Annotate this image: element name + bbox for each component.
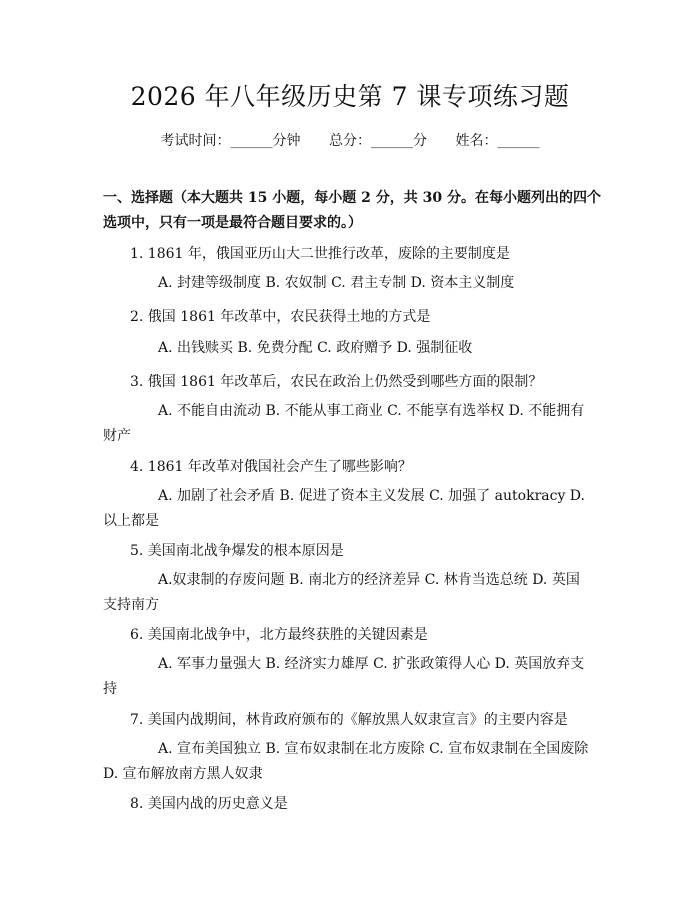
question-7-options: A. 宣布美国独立 B. 宣布奴隶制在北方废除 C. 宣布奴隶制在全国废除 D. 宣布解放南方黑人奴隶 (103, 741, 589, 782)
question-5-stem: 5. 美国南北战争爆发的根本原因是 (130, 543, 344, 559)
section-heading: 一、选择题（本大题共 15 小题，每小题 2 分，共 30 分。在每小题列出的四个选项中，只有一项是最符合题目要求的。） (103, 190, 601, 231)
question-7-stem: 7. 美国内战期间，林肯政府颁布的《解放黑人奴隶宣言》的主要内容是 (130, 712, 568, 728)
question-6-options: A. 军事力量强大 B. 经济实力雄厚 C. 扩张政策得人心 D. 英国放弃支持 (103, 656, 585, 697)
question-4-stem: 4. 1861 年改革对俄国社会产生了哪些影响？ (130, 459, 412, 475)
question-1-options: A. 封建等级制度 B. 农奴制 C. 君主专制 D. 资本主义制度 (158, 275, 515, 291)
page-title: 2026 年八年级历史第 7 课专项练习题 (130, 82, 570, 111)
question-8-stem: 8. 美国内战的历史意义是 (130, 796, 288, 812)
exam-meta (0, 130, 700, 152)
exam-time-field: 考试时间：______分钟 (160, 133, 301, 149)
question-2-stem: 2. 俄国 1861 年改革中，农民获得土地的方式是 (130, 309, 431, 325)
question-3-stem: 3. 俄国 1861 年改革后，农民在政治上仍然受到哪些方面的限制？ (130, 374, 543, 390)
question-3-options: A. 不能自由流动 B. 不能从事工商业 C. 不能享有选举权 D. 不能拥有财产 (103, 403, 585, 444)
question-5-options: A.奴隶制的存废问题 B. 南北方的经济差异 C. 林肯当选总统 D. 英国支持南方 (103, 572, 580, 613)
question-1-stem: 1. 1861 年，俄国亚历山大二世推行改革，废除的主要制度是 (130, 246, 510, 262)
question-2-options: A. 出钱赎买 B. 免费分配 C. 政府赠予 D. 强制征收 (158, 340, 473, 356)
question-4-options: A. 加剧了社会矛盾 B. 促进了资本主义发展 C. 加强了 autokracy D. 以上都是 (103, 488, 585, 529)
student-name-field: 姓名：______ (455, 133, 540, 149)
question-6-stem: 6. 美国南北战争中，北方最终获胜的关键因素是 (130, 627, 428, 643)
total-score-field: 总分：______分 (329, 133, 427, 149)
